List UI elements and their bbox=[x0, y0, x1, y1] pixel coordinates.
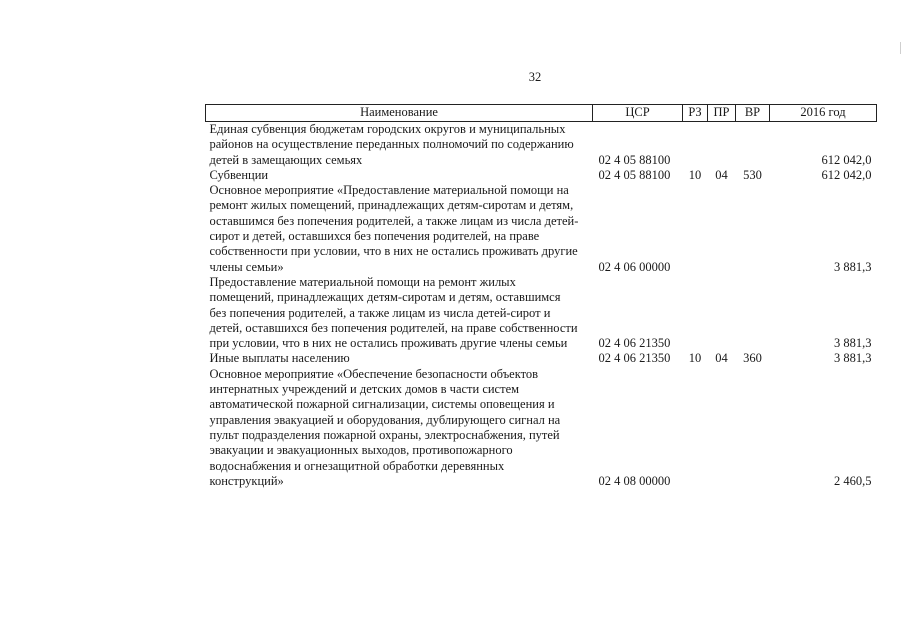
row-name-line: члены семьи» bbox=[209, 259, 284, 274]
row-vr: 530 bbox=[743, 167, 762, 182]
row-pr bbox=[708, 122, 736, 168]
row-name bbox=[206, 367, 593, 489]
header-rz: РЗ bbox=[683, 105, 708, 122]
row-pr: 04 bbox=[715, 351, 728, 366]
budget-table bbox=[205, 104, 877, 489]
row-name-line: без попечения родителей, а также лицам из числа детей-сирот и bbox=[209, 305, 551, 320]
row-rz bbox=[683, 183, 708, 275]
header-csr: ЦСР bbox=[593, 105, 683, 122]
row-name-line: Предоставление материальной помощи на ремонт жилых bbox=[209, 274, 516, 289]
row-name-line: помещений, принадлежащих детям-сиротам и детям, оставшимся bbox=[209, 290, 561, 305]
row-csr: 02 4 08 00000 bbox=[598, 473, 671, 488]
row-name bbox=[206, 122, 593, 168]
row-name-line: водоснабжения и огнезащитной обработки деревянных bbox=[209, 458, 505, 473]
row-name-line: Основное мероприятие «Предоставление материальной помощи на bbox=[209, 183, 569, 198]
row-csr: 02 4 06 21350 bbox=[598, 336, 671, 351]
row-rz bbox=[683, 122, 708, 168]
row-amount: 612 042,0 bbox=[821, 152, 872, 167]
row-pr bbox=[708, 275, 736, 351]
row-pr bbox=[708, 367, 736, 489]
row-name-line: интернатных учреждений и детских домов в части систем bbox=[209, 382, 520, 397]
table-body bbox=[206, 122, 877, 490]
row-name-line: сирот и детей, оставшихся без попечения родителей, на праве bbox=[209, 229, 540, 244]
table-row bbox=[206, 168, 877, 183]
header-vr: ВР bbox=[736, 105, 770, 122]
row-name bbox=[206, 351, 593, 366]
row-rz bbox=[683, 367, 708, 489]
row-rz: 10 bbox=[688, 167, 702, 182]
row-amount: 3 881,3 bbox=[834, 351, 872, 366]
row-vr bbox=[736, 367, 770, 489]
row-vr: 360 bbox=[743, 351, 762, 366]
table-row bbox=[206, 367, 877, 489]
row-csr: 02 4 06 21350 bbox=[598, 351, 671, 366]
scan-edge-mark bbox=[900, 42, 901, 54]
row-name-line: собственности при условии, что в них не остались проживать другие bbox=[209, 244, 578, 259]
table-row bbox=[206, 351, 877, 366]
row-name-line: пульт подразделения пожарной охраны, электроснабжения, путей bbox=[209, 427, 560, 442]
row-rz bbox=[683, 275, 708, 351]
header-pr: ПР bbox=[708, 105, 736, 122]
table-row bbox=[206, 122, 877, 168]
row-name-line: ремонт жилых помещений, принадлежащих детям-сиротам и детям, bbox=[209, 198, 574, 213]
row-vr bbox=[736, 122, 770, 168]
row-csr: 02 4 05 88100 bbox=[598, 167, 671, 182]
row-pr bbox=[708, 183, 736, 275]
row-name-line: детей, оставшихся без попечения родителей, на праве собственности bbox=[209, 320, 578, 335]
row-name-line: Основное мероприятие «Обеспечение безопасности объектов bbox=[209, 366, 539, 381]
table-row bbox=[206, 183, 877, 275]
row-name-line: детей в замещающих семьях bbox=[209, 152, 363, 167]
row-rz: 10 bbox=[688, 351, 702, 366]
row-name-line: Иные выплаты населению bbox=[209, 351, 350, 366]
row-name-line: Единая субвенция бюджетам городских округов и муниципальных bbox=[209, 122, 566, 136]
row-name-line: оставшимся без попечения родителей, а также лицам из числа детей- bbox=[209, 213, 579, 228]
row-pr: 04 bbox=[715, 167, 728, 182]
row-name bbox=[206, 183, 593, 275]
row-name-line: районов на осуществление переданных полномочий по содержанию bbox=[209, 137, 574, 152]
row-amount: 3 881,3 bbox=[834, 259, 872, 274]
row-name-line: при условии, что в них не остались проживать другие члены семьи bbox=[209, 336, 568, 351]
row-name-line: конструкций» bbox=[209, 473, 284, 488]
row-name bbox=[206, 168, 593, 183]
table-row bbox=[206, 275, 877, 351]
row-vr bbox=[736, 275, 770, 351]
row-name bbox=[206, 275, 593, 351]
row-name-line: Субвенции bbox=[209, 167, 269, 182]
row-csr: 02 4 06 00000 bbox=[598, 259, 671, 274]
row-name-line: автоматической пожарной сигнализации, системы оповещения и bbox=[209, 397, 555, 412]
row-csr: 02 4 05 88100 bbox=[598, 152, 671, 167]
header-amount: 2016 год bbox=[770, 105, 877, 122]
row-amount: 2 460,5 bbox=[834, 473, 872, 488]
row-name-line: управления эвакуацией и оборудования, дублирующего сигнал на bbox=[209, 412, 561, 427]
row-amount: 3 881,3 bbox=[834, 336, 872, 351]
row-name-line: эвакуации и эвакуационных выходов, противопожарного bbox=[209, 443, 513, 458]
page-number: 32 bbox=[528, 70, 542, 84]
row-amount: 612 042,0 bbox=[821, 167, 872, 182]
header-name: Наименование bbox=[206, 105, 593, 122]
row-vr bbox=[736, 183, 770, 275]
table-header-row bbox=[206, 105, 877, 122]
